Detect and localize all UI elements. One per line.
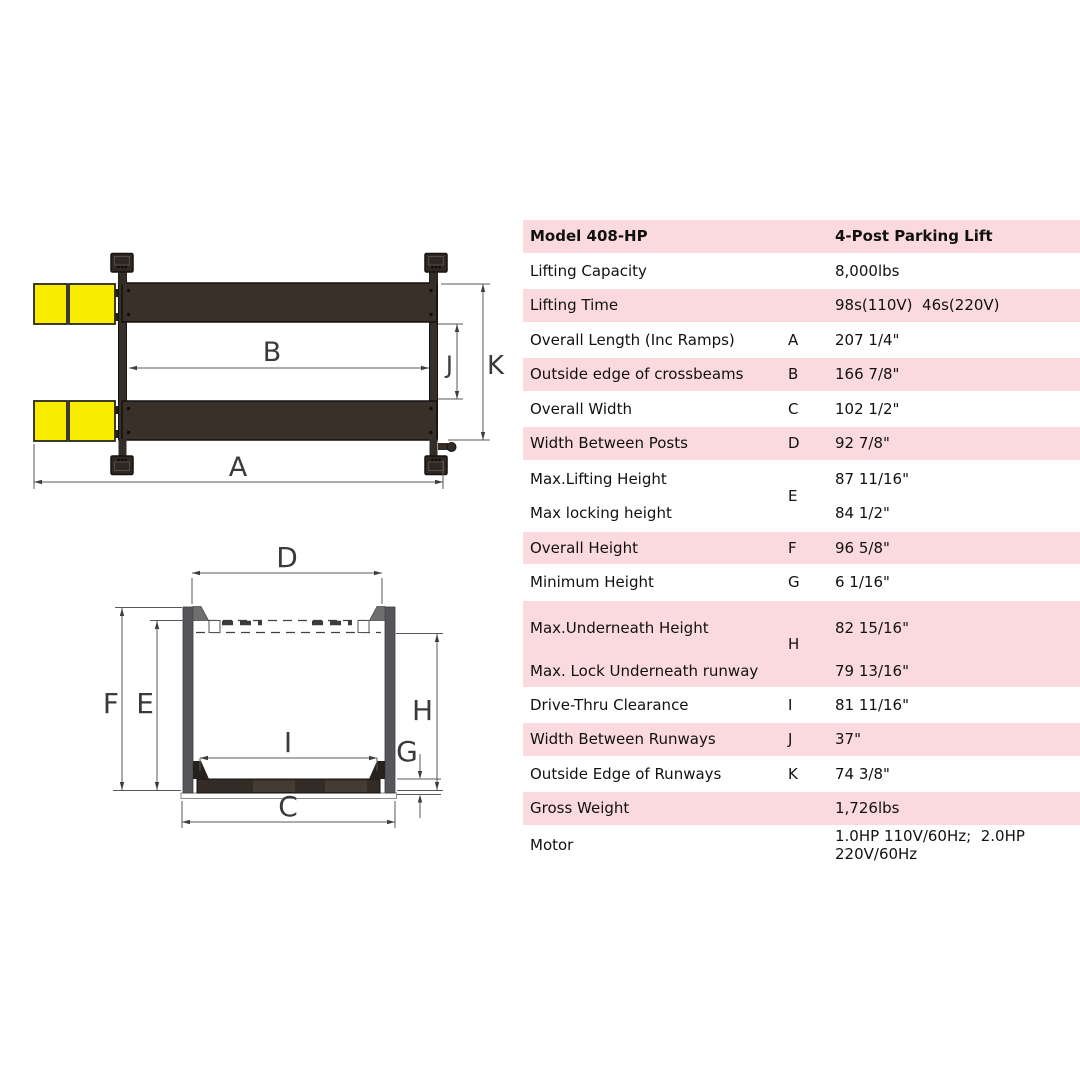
front-view-diagram bbox=[88, 540, 470, 840]
top-view-diagram bbox=[25, 245, 505, 500]
spec-label: Gross Weight bbox=[530, 799, 630, 818]
raised-runway-dashed bbox=[193, 607, 385, 633]
dimension-J bbox=[438, 324, 463, 399]
spec-row-lifting-time bbox=[523, 289, 1080, 322]
spec-value: 74 3/8" bbox=[835, 764, 890, 783]
spec-value: 92 7/8" bbox=[835, 434, 890, 453]
spec-letter: G bbox=[788, 573, 800, 592]
dimension-A bbox=[34, 444, 443, 489]
spec-label: Max locking height bbox=[530, 503, 672, 522]
runway-bottom bbox=[122, 401, 437, 440]
spec-table bbox=[523, 220, 1080, 861]
spec-value: 87 11/16" bbox=[835, 469, 909, 488]
spec-letter: C bbox=[788, 399, 799, 418]
spec-label: Lifting Capacity bbox=[530, 261, 647, 280]
spec-value: 1,726lbs bbox=[835, 799, 900, 818]
spec-row-drive-thru-clearance bbox=[523, 689, 1080, 722]
ramp-rear-left bbox=[34, 401, 120, 441]
spec-value: 37" bbox=[835, 730, 861, 749]
spec-label: Max.Lifting Height bbox=[530, 469, 667, 488]
spec-row-outside-edge-runways bbox=[523, 758, 1080, 791]
spec-letter: F bbox=[788, 538, 797, 557]
spec-letter: I bbox=[788, 695, 793, 714]
dimension-D bbox=[192, 541, 382, 604]
dim-label-K: K bbox=[487, 351, 505, 381]
spec-label: Overall Height bbox=[530, 538, 638, 557]
dim-label-G: G bbox=[396, 735, 418, 768]
dim-label-C: C bbox=[278, 790, 298, 823]
dim-label-B: B bbox=[262, 337, 282, 368]
spec-row-lifting-capacity bbox=[523, 255, 1080, 288]
spec-value: 96 5/8" bbox=[835, 538, 890, 557]
spec-value: 6 1/16" bbox=[835, 573, 890, 592]
spec-letter: D bbox=[788, 434, 800, 453]
spec-row-motor bbox=[523, 826, 1080, 863]
spec-header-row bbox=[523, 220, 1080, 253]
spec-value: 84 1/2" bbox=[835, 503, 890, 522]
spec-value: 81 11/16" bbox=[835, 695, 909, 714]
spec-letter: A bbox=[788, 330, 799, 349]
spec-value: 82 15/16" bbox=[835, 619, 909, 637]
spec-row-width-between-runways bbox=[523, 723, 1080, 756]
spec-label: Max.Underneath Height bbox=[530, 619, 709, 637]
spec-row-overall-height bbox=[523, 532, 1080, 565]
post-top-left bbox=[111, 254, 133, 285]
post-bottom-right bbox=[425, 439, 456, 475]
spec-row-minimum-height bbox=[523, 566, 1080, 599]
dim-label-D: D bbox=[276, 541, 298, 574]
spec-label: Width Between Runways bbox=[530, 730, 716, 749]
dimension-B bbox=[129, 337, 429, 370]
spec-label: Minimum Height bbox=[530, 573, 654, 592]
spec-value: 102 1/2" bbox=[835, 399, 900, 418]
spec-value: 207 1/4" bbox=[835, 330, 900, 349]
dim-label-A: A bbox=[228, 452, 248, 483]
spec-letter: B bbox=[788, 365, 799, 384]
spec-row-gross-weight bbox=[523, 792, 1080, 825]
spec-label: Motor bbox=[530, 835, 574, 854]
spec-group-h bbox=[523, 601, 1080, 687]
spec-label: Width Between Posts bbox=[530, 434, 688, 453]
spec-value: 1.0HP 110V/60Hz; 2.0HP 220V/60Hz bbox=[835, 826, 1030, 863]
dim-label-H: H bbox=[411, 694, 433, 727]
post-left bbox=[183, 607, 193, 793]
post-right bbox=[385, 607, 395, 793]
spec-letter-h: H bbox=[788, 634, 800, 653]
spec-value: 79 13/16" bbox=[835, 662, 909, 680]
dimension-I bbox=[200, 726, 377, 771]
dim-label-E: E bbox=[136, 687, 154, 720]
dimension-G bbox=[396, 735, 441, 818]
spec-label: Outside edge of crossbeams bbox=[530, 365, 744, 384]
lowered-runway bbox=[193, 761, 385, 793]
dim-label-J: J bbox=[445, 351, 453, 379]
model-name: Model 408-HP bbox=[530, 227, 648, 246]
post-top-right bbox=[425, 254, 447, 285]
spec-row-width-between-posts bbox=[523, 427, 1080, 460]
spec-label: Overall Width bbox=[530, 399, 632, 418]
spec-label: Outside Edge of Runways bbox=[530, 764, 722, 783]
spec-value: 98s(110V) 46s(220V) bbox=[835, 296, 1000, 315]
spec-value: 166 7/8" bbox=[835, 365, 900, 384]
product-type: 4-Post Parking Lift bbox=[835, 227, 993, 246]
dim-label-I: I bbox=[283, 726, 293, 759]
spec-row-overall-length bbox=[523, 324, 1080, 357]
spec-row-overall-width bbox=[523, 393, 1080, 426]
spec-row-outside-crossbeams bbox=[523, 358, 1080, 391]
spec-group-e bbox=[523, 462, 1080, 530]
spec-label: Lifting Time bbox=[530, 296, 619, 315]
ramp-front-left bbox=[34, 284, 120, 324]
spec-letter: K bbox=[788, 764, 798, 783]
spec-label: Max. Lock Underneath runway bbox=[530, 662, 759, 680]
runway-top bbox=[122, 283, 437, 322]
spec-letter: J bbox=[788, 730, 793, 749]
spec-label: Drive-Thru Clearance bbox=[530, 695, 689, 714]
spec-value: 8,000lbs bbox=[835, 261, 900, 280]
dim-label-F: F bbox=[102, 687, 119, 720]
spec-label: Overall Length (Inc Ramps) bbox=[530, 330, 735, 349]
post-bottom-left bbox=[111, 439, 133, 475]
spec-letter-e: E bbox=[788, 486, 798, 505]
